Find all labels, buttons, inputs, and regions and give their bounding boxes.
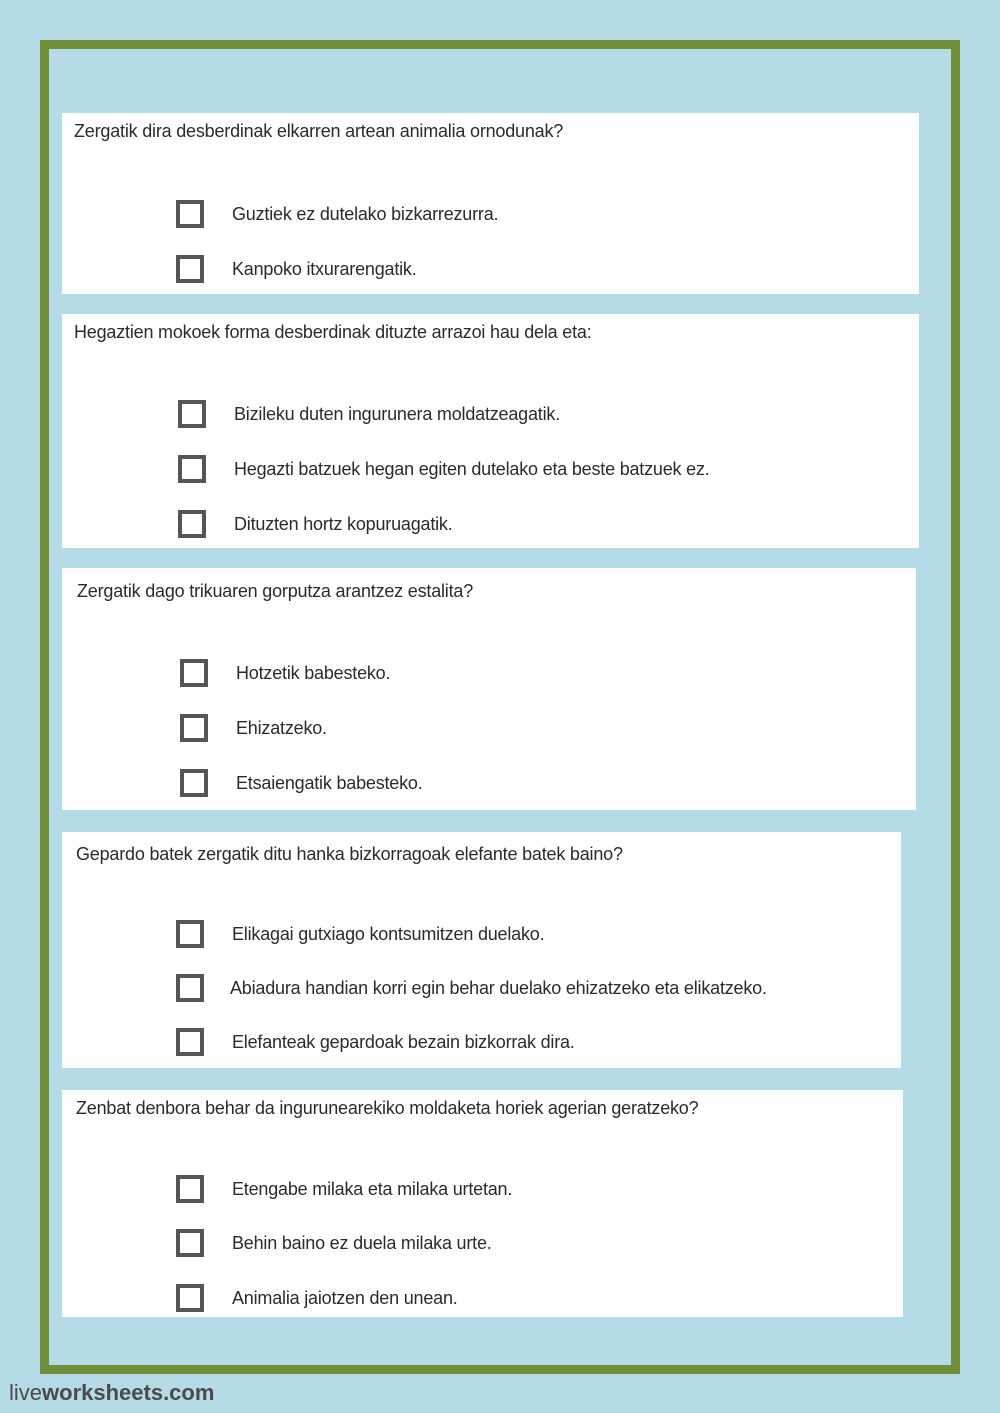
option-label: Hotzetik babesteko.: [236, 662, 391, 683]
option-label: Elefanteak gepardoak bezain bizkorrak dira.: [232, 1031, 575, 1052]
option-label: Hegazti batzuek hegan egiten dutelako eta beste batzuek ez.: [234, 458, 710, 479]
option-label: Ehizatzeko.: [236, 717, 327, 738]
option-label: Guztiek ez dutelako bizkarrezurra.: [232, 203, 499, 224]
checkbox[interactable]: [180, 769, 208, 797]
checkbox[interactable]: [176, 1175, 204, 1203]
checkbox[interactable]: [178, 400, 206, 428]
question-text: Zergatik dago trikuaren gorputza arantzez estalita?: [77, 581, 474, 601]
checkbox[interactable]: [178, 510, 206, 538]
option-label: Bizileku duten ingurunera moldatzeagatik.: [234, 403, 561, 424]
checkbox[interactable]: [176, 920, 204, 948]
brand-light-text: live: [9, 1380, 43, 1405]
option-label: Behin baino ez duela milaka urte.: [232, 1232, 492, 1253]
option-label: Animalia jaiotzen den unean.: [232, 1287, 458, 1308]
checkbox[interactable]: [176, 200, 204, 228]
question-text: Zergatik dira desberdinak elkarren artean animalia ornodunak?: [74, 121, 564, 141]
question-text: Hegaztien mokoek forma desberdinak dituzte arrazoi hau dela eta:: [74, 322, 592, 342]
answer-option[interactable]: [176, 974, 767, 1002]
answer-option[interactable]: [176, 920, 544, 948]
answer-option[interactable]: [176, 1229, 492, 1257]
option-label: Elikagai gutxiago kontsumitzen duelako.: [232, 923, 545, 944]
question-card-4: [62, 832, 901, 1068]
checkbox[interactable]: [176, 1284, 204, 1312]
option-label: Dituzten hortz kopuruagatik.: [234, 513, 453, 534]
option-label: Etsaiengatik babesteko.: [236, 772, 423, 793]
option-label: Etengabe milaka eta milaka urtetan.: [232, 1178, 513, 1199]
answer-option[interactable]: [176, 1028, 575, 1056]
answer-option[interactable]: [176, 1175, 512, 1203]
question-text: Zenbat denbora behar da ingurunearekiko moldaketa horiek agerian geratzeko?: [76, 1098, 699, 1118]
checkbox[interactable]: [176, 1028, 204, 1056]
answer-option[interactable]: [178, 455, 710, 483]
brand-bold-text: worksheets.com: [42, 1380, 215, 1405]
question-card-3: [62, 568, 916, 810]
checkbox[interactable]: [180, 714, 208, 742]
question-card-5: [62, 1090, 903, 1317]
checkbox[interactable]: [176, 1229, 204, 1257]
answer-option[interactable]: [178, 510, 453, 538]
question-text: Gepardo batek zergatik ditu hanka bizkorragoak elefante batek baino?: [76, 844, 623, 864]
checkbox[interactable]: [176, 974, 204, 1002]
answer-option[interactable]: [176, 200, 498, 228]
option-label: Kanpoko itxurarengatik.: [232, 258, 417, 279]
checkbox[interactable]: [180, 659, 208, 687]
answer-option[interactable]: [180, 659, 390, 687]
answer-option[interactable]: [176, 255, 417, 283]
answer-option[interactable]: [180, 769, 423, 797]
option-label: Abiadura handian korri egin behar duelako ehizatzeko eta elikatzeko.: [230, 977, 767, 998]
liveworksheets-logo[interactable]: [9, 1380, 214, 1406]
question-card-2: [62, 314, 919, 548]
answer-option[interactable]: [180, 714, 327, 742]
checkbox[interactable]: [178, 455, 206, 483]
question-card-1: [62, 113, 919, 294]
answer-option[interactable]: [178, 400, 560, 428]
answer-option[interactable]: [176, 1284, 458, 1312]
checkbox[interactable]: [176, 255, 204, 283]
